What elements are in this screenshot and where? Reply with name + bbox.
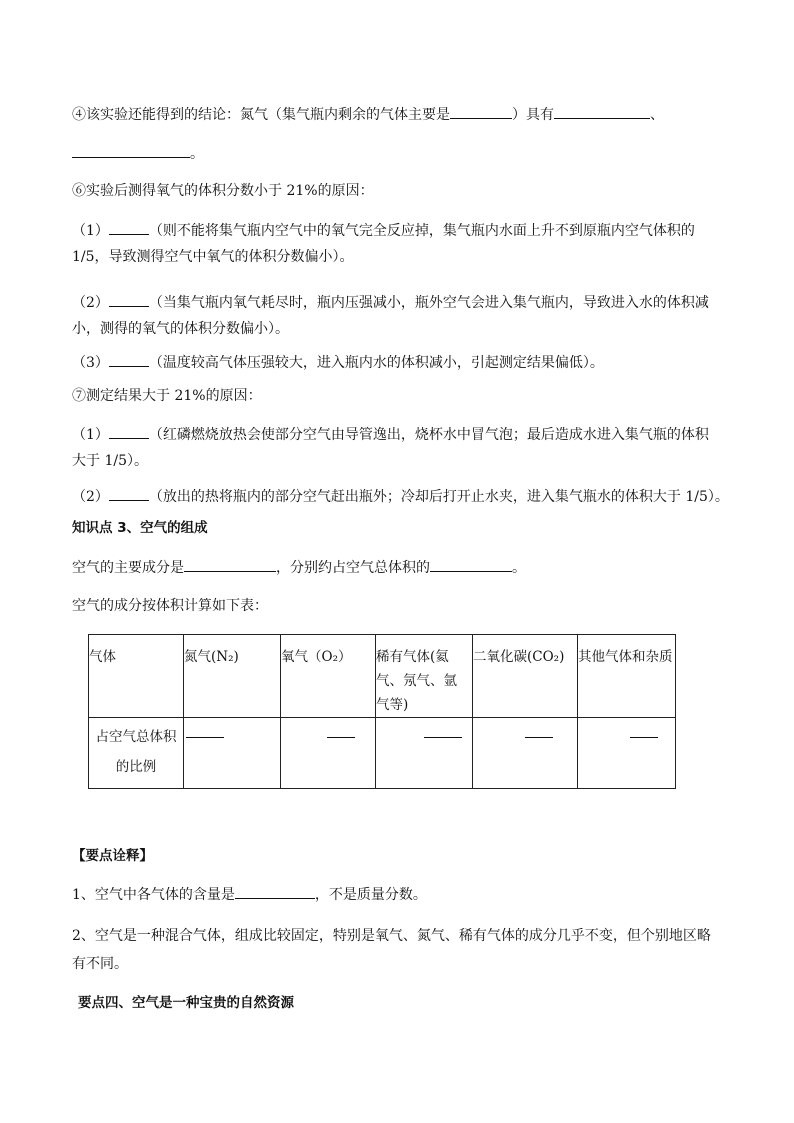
reason-less-1	[72, 218, 722, 270]
main-components-line	[72, 557, 526, 578]
table-cell-blank[interactable]	[281, 718, 376, 789]
item-number: （1）	[72, 427, 109, 443]
reason-more-2	[72, 486, 729, 507]
reason-text: （放出的热将瓶内的部分空气赶出瓶外；冷却后打开止水夹，进入集气瓶水的体积大于 1/5）。	[148, 489, 729, 505]
conclusion-text: ④该实验还能得到的结论：氮气（集气瓶内剩余的气体主要是	[72, 107, 450, 123]
fill-blank[interactable]	[109, 220, 149, 235]
note-text-2: ，不是质量分数。	[314, 887, 427, 903]
item-number: （3）	[72, 355, 109, 371]
reason-less-3	[72, 352, 604, 373]
table-cell-blank[interactable]	[578, 718, 676, 789]
answer-blank[interactable]	[424, 727, 462, 738]
fill-blank[interactable]	[430, 557, 512, 572]
conclusion-line	[72, 104, 664, 125]
fill-blank[interactable]	[450, 104, 512, 119]
reason-less-2	[72, 290, 722, 342]
table-cell-blank[interactable]	[473, 718, 578, 789]
header-gas: 气体	[89, 635, 184, 718]
fill-blank[interactable]	[235, 884, 315, 899]
table-header-row	[89, 635, 676, 718]
period: 。	[190, 146, 204, 162]
reason-text: （当集气瓶内氧气耗尽时，瓶内压强减小，瓶外空气会进入集气瓶内，导致进入水的体积减小，测得的氧气的体积分数偏小）。	[72, 295, 709, 337]
note-1	[72, 884, 427, 905]
separator: 、	[650, 107, 664, 123]
conclusion-line-2	[72, 143, 204, 164]
reason-more-1	[72, 422, 722, 474]
header-co2: 二氧化碳(CO₂)	[473, 635, 578, 718]
table-cell-blank[interactable]	[184, 718, 281, 789]
components-text: 空气的主要成分是	[72, 560, 184, 576]
air-composition-table	[88, 634, 676, 789]
section-heading-3: 知识点 3、空气的组成	[72, 520, 208, 536]
table-cell-blank[interactable]	[376, 718, 473, 789]
components-text-2: ，分别约占空气总体积的	[276, 560, 430, 576]
fill-blank[interactable]	[109, 292, 149, 307]
reason-more-heading: ⑦测定结果大于 21%的原因：	[72, 388, 262, 404]
reason-text: （则不能将集气瓶内空气中的氧气完全反应掉，集气瓶内水面上升不到原瓶内空气体积的 1/5，导致测得空气中氧气的体积分数偏小）。	[72, 223, 695, 265]
fill-blank[interactable]	[109, 352, 149, 367]
header-other: 其他气体和杂质	[578, 635, 676, 718]
reason-text: （温度较高气体压强较大，进入瓶内水的体积减小，引起测定结果偏低）。	[148, 355, 604, 371]
item-number: （2）	[72, 489, 109, 505]
section-heading-4: 要点四、空气是一种宝贵的自然资源	[78, 995, 294, 1011]
table-intro: 空气的成分按体积计算如下表：	[72, 598, 268, 614]
header-oxygen: 氧气（O₂）	[281, 635, 376, 718]
row-label: 占空气总体积的比例	[89, 718, 184, 789]
answer-blank[interactable]	[525, 727, 553, 738]
fill-blank[interactable]	[109, 424, 149, 439]
period: 。	[512, 560, 526, 576]
answer-blank[interactable]	[327, 727, 355, 738]
answer-blank[interactable]	[630, 727, 658, 738]
item-number: （1）	[72, 223, 109, 239]
fill-blank[interactable]	[184, 557, 276, 572]
reason-text: （红磷燃烧放热会使部分空气由导管逸出，烧杯水中冒气泡；最后造成水进入集气瓶的体积大于 1/5）。	[72, 427, 709, 469]
note-2: 2、空气是一种混合气体，组成比较固定，特别是氧气、氮气、稀有气体的成分几乎不变，但个别地区略有不同。	[72, 928, 711, 972]
notes-heading: 【要点诠释】	[72, 848, 153, 864]
header-nitrogen: 氮气(N₂)	[184, 635, 281, 718]
reason-less-heading: ⑥实验后测得氧气的体积分数小于 21%的原因：	[72, 183, 374, 199]
table-row	[89, 718, 676, 789]
header-rare-gas: 稀有气体(氦气、氖气、氩气等)	[376, 635, 473, 718]
fill-blank[interactable]	[554, 104, 650, 119]
conclusion-text-2: ）具有	[512, 107, 554, 123]
answer-blank[interactable]	[186, 727, 224, 738]
fill-blank[interactable]	[109, 486, 149, 501]
note-text: 1、空气中各气体的含量是	[72, 887, 235, 903]
item-number: （2）	[72, 295, 109, 311]
fill-blank[interactable]	[72, 143, 190, 158]
